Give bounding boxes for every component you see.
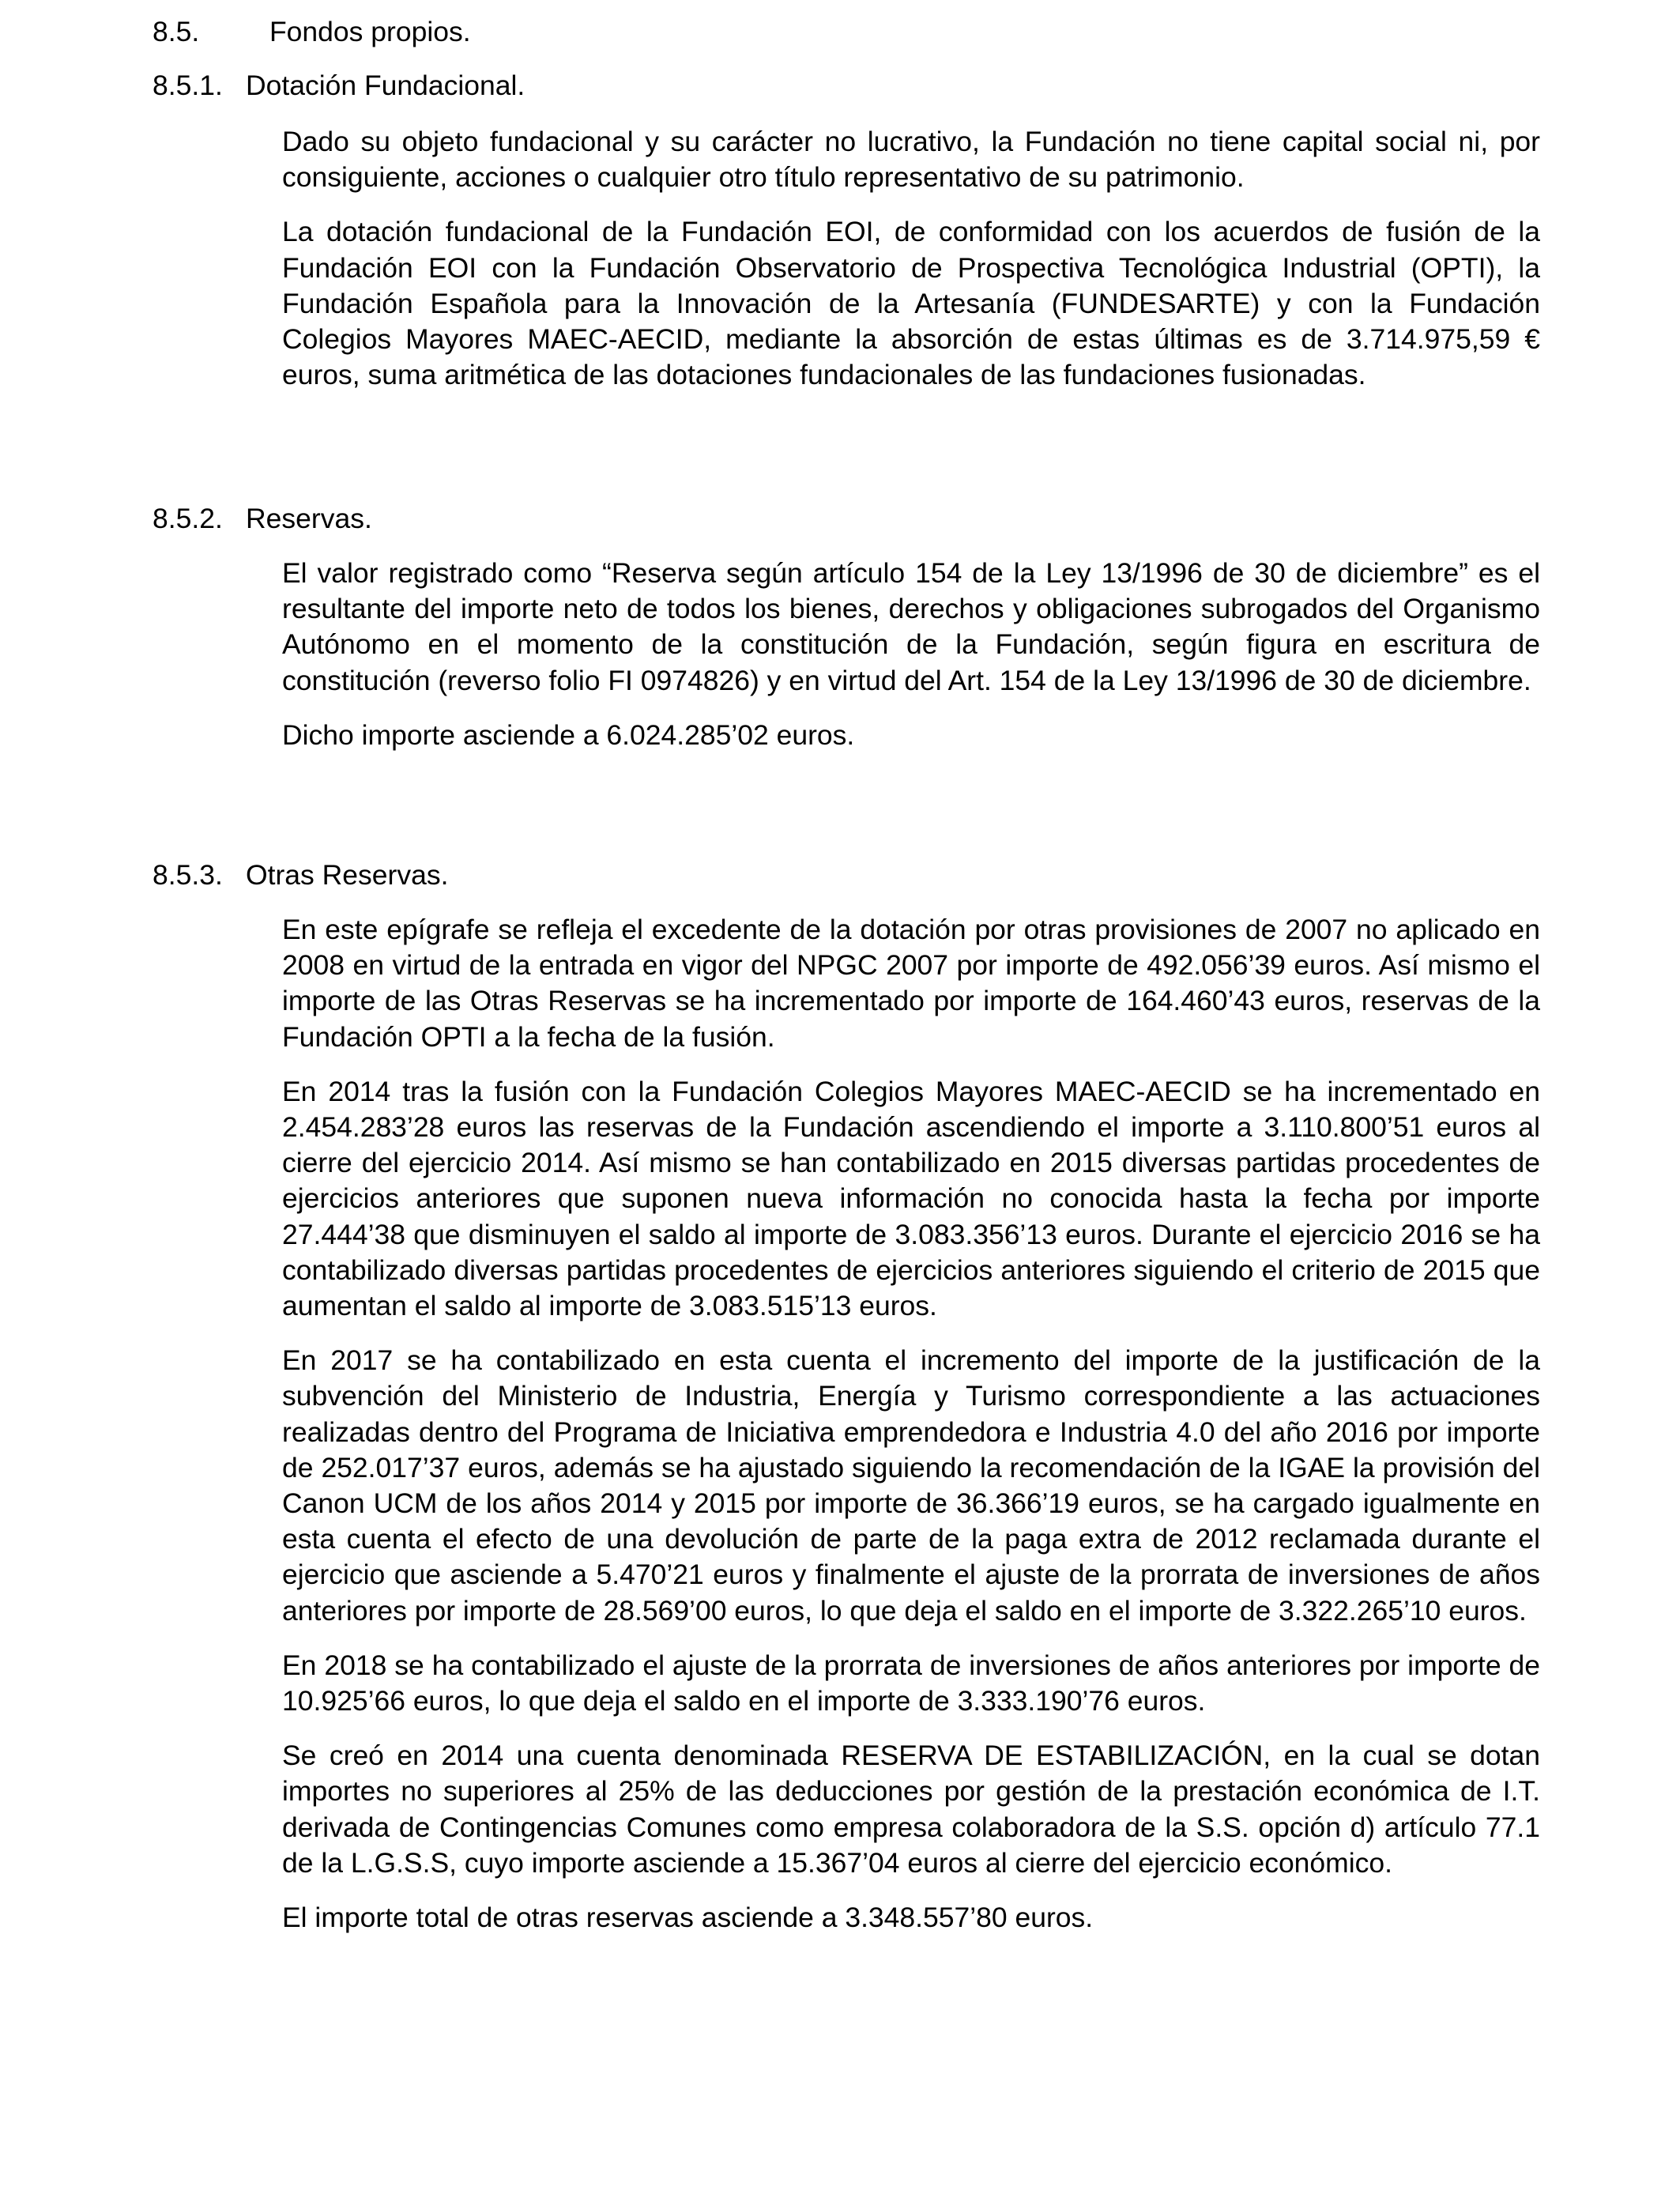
- section-heading-8-5-1: [153, 68, 525, 104]
- paragraph: La dotación fundacional de la Fundación EOI, de conformidad con los acuerdos de fusión de la Fundación EOI con la Fundación Observatorio de Prospectiva Tecnológica Industrial (OPTI), la Fundación Española para la Innovación de la Artesanía (FUNDESARTE) y con la Fundación Colegios Mayores MAEC-AECID, mediante la absorción de estas últimas es de 3.714.975,59 € euros, suma aritmética de las dotaciones fundacionales de las fundaciones fusionadas.: [282, 216, 1540, 391]
- paragraph: Se creó en 2014 una cuenta denominada RESERVA DE ESTABILIZACIÓN, en la cual se dotan importes no superiores al 25% de las deducciones por gestión de la prestación económica de I.T. derivada de Contingencias Comunes como empresa colaboradora de la S.S. opción d) artículo 77.1 de la L.G.S.S, cuyo importe asciende a 15.367’04 euros al cierre del ejercicio económico.: [282, 1740, 1540, 1879]
- section-heading-8-5-3: [153, 858, 448, 893]
- paragraph: Dicho importe asciende a 6.024.285’02 euros.: [282, 718, 855, 751]
- section-body-8-5-2: [282, 556, 1540, 753]
- paragraph: Dado su objeto fundacional y su carácter no lucrativo, la Fundación no tiene capital social ni, por consiguiente, acciones o cualquier otro título representativo de su patrimonio.: [282, 126, 1540, 194]
- section-number: 8.5.: [153, 16, 200, 47]
- section-number: 8.5.2.: [153, 503, 223, 534]
- paragraph: En 2014 tras la fusión con la Fundación Colegios Mayores MAEC-AECID se ha incrementado en 2.454.283’28 euros las reservas de la Fundación ascendiendo el importe a 3.110.800’51 euros al cierre del ejercicio 2014. Así mismo se han contabilizado en 2015 diversas partidas procedentes de ejercicios anteriores que suponen nueva información no conocida hasta la fecha por importe 27.444’38 que disminuyen el saldo al importe de 3.083.356’13 euros. Durante el ejercicio 2016 se ha contabilizado diversas partidas procedentes de ejercicios anteriores siguiendo el criterio de 2015 que aumentan el saldo al importe de 3.083.515’13 euros.: [282, 1075, 1540, 1322]
- section-title: Dotación Fundacional.: [246, 70, 525, 101]
- section-heading-8-5: [153, 14, 471, 50]
- section-body-8-5-3: [282, 912, 1540, 1936]
- paragraph: En este epígrafe se refleja el excedente de la dotación por otras provisiones de 2007 no aplicado en 2008 en virtud de la entrada en vigor del NPGC 2007 por importe de 492.056’39 euros. Así mismo el importe de las Otras Reservas se ha incrementado por importe de 164.460’43 euros, reservas de la Fundación OPTI a la fecha de la fusión.: [282, 914, 1540, 1053]
- section-title: Otras Reservas.: [246, 859, 449, 891]
- section-body-8-5-1: [282, 124, 1540, 393]
- paragraph: El importe total de otras reservas asciende a 3.348.557’80 euros.: [282, 1902, 1094, 1934]
- paragraph: El valor registrado como “Reserva según artículo 154 de la Ley 13/1996 de 30 de diciembre” es el resultante del importe neto de todos los bienes, derechos y obligaciones subrogados del Organismo Autónomo en el momento de la constitución de la Fundación, según figura en escritura de constitución (reverso folio FI 0974826) y en virtud del Art. 154 de la Ley 13/1996 de 30 de diciembre.: [282, 557, 1540, 696]
- section-title: Reservas.: [246, 503, 372, 534]
- section-number: 8.5.1.: [153, 70, 223, 101]
- section-number: 8.5.3.: [153, 859, 223, 891]
- section-heading-8-5-2: [153, 501, 372, 537]
- paragraph: En 2018 se ha contabilizado el ajuste de la prorrata de inversiones de años anteriores por importe de 10.925’66 euros, lo que deja el saldo en el importe de 3.333.190’76 euros.: [282, 1649, 1540, 1717]
- paragraph: En 2017 se ha contabilizado en esta cuenta el incremento del importe de la justificación de la subvención del Ministerio de Industria, Energía y Turismo correspondiente a las actuaciones realizadas dentro del Programa de Iniciativa emprendedora e Industria 4.0 del año 2016 por importe de 252.017’37 euros, además se ha ajustado siguiendo la recomendación de la IGAE la provisión del Canon UCM de los años 2014 y 2015 por importe de 36.366’19 euros, se ha cargado igualmente en esta cuenta el efecto de una devolución de parte de la paga extra de 2012 reclamada durante el ejercicio que asciende a 5.470’21 euros y finalmente el ajuste de la prorrata de inversiones de años anteriores por importe de 28.569’00 euros, lo que deja el saldo en el importe de 3.322.265’10 euros.: [282, 1344, 1540, 1627]
- section-title: Fondos propios.: [269, 16, 471, 47]
